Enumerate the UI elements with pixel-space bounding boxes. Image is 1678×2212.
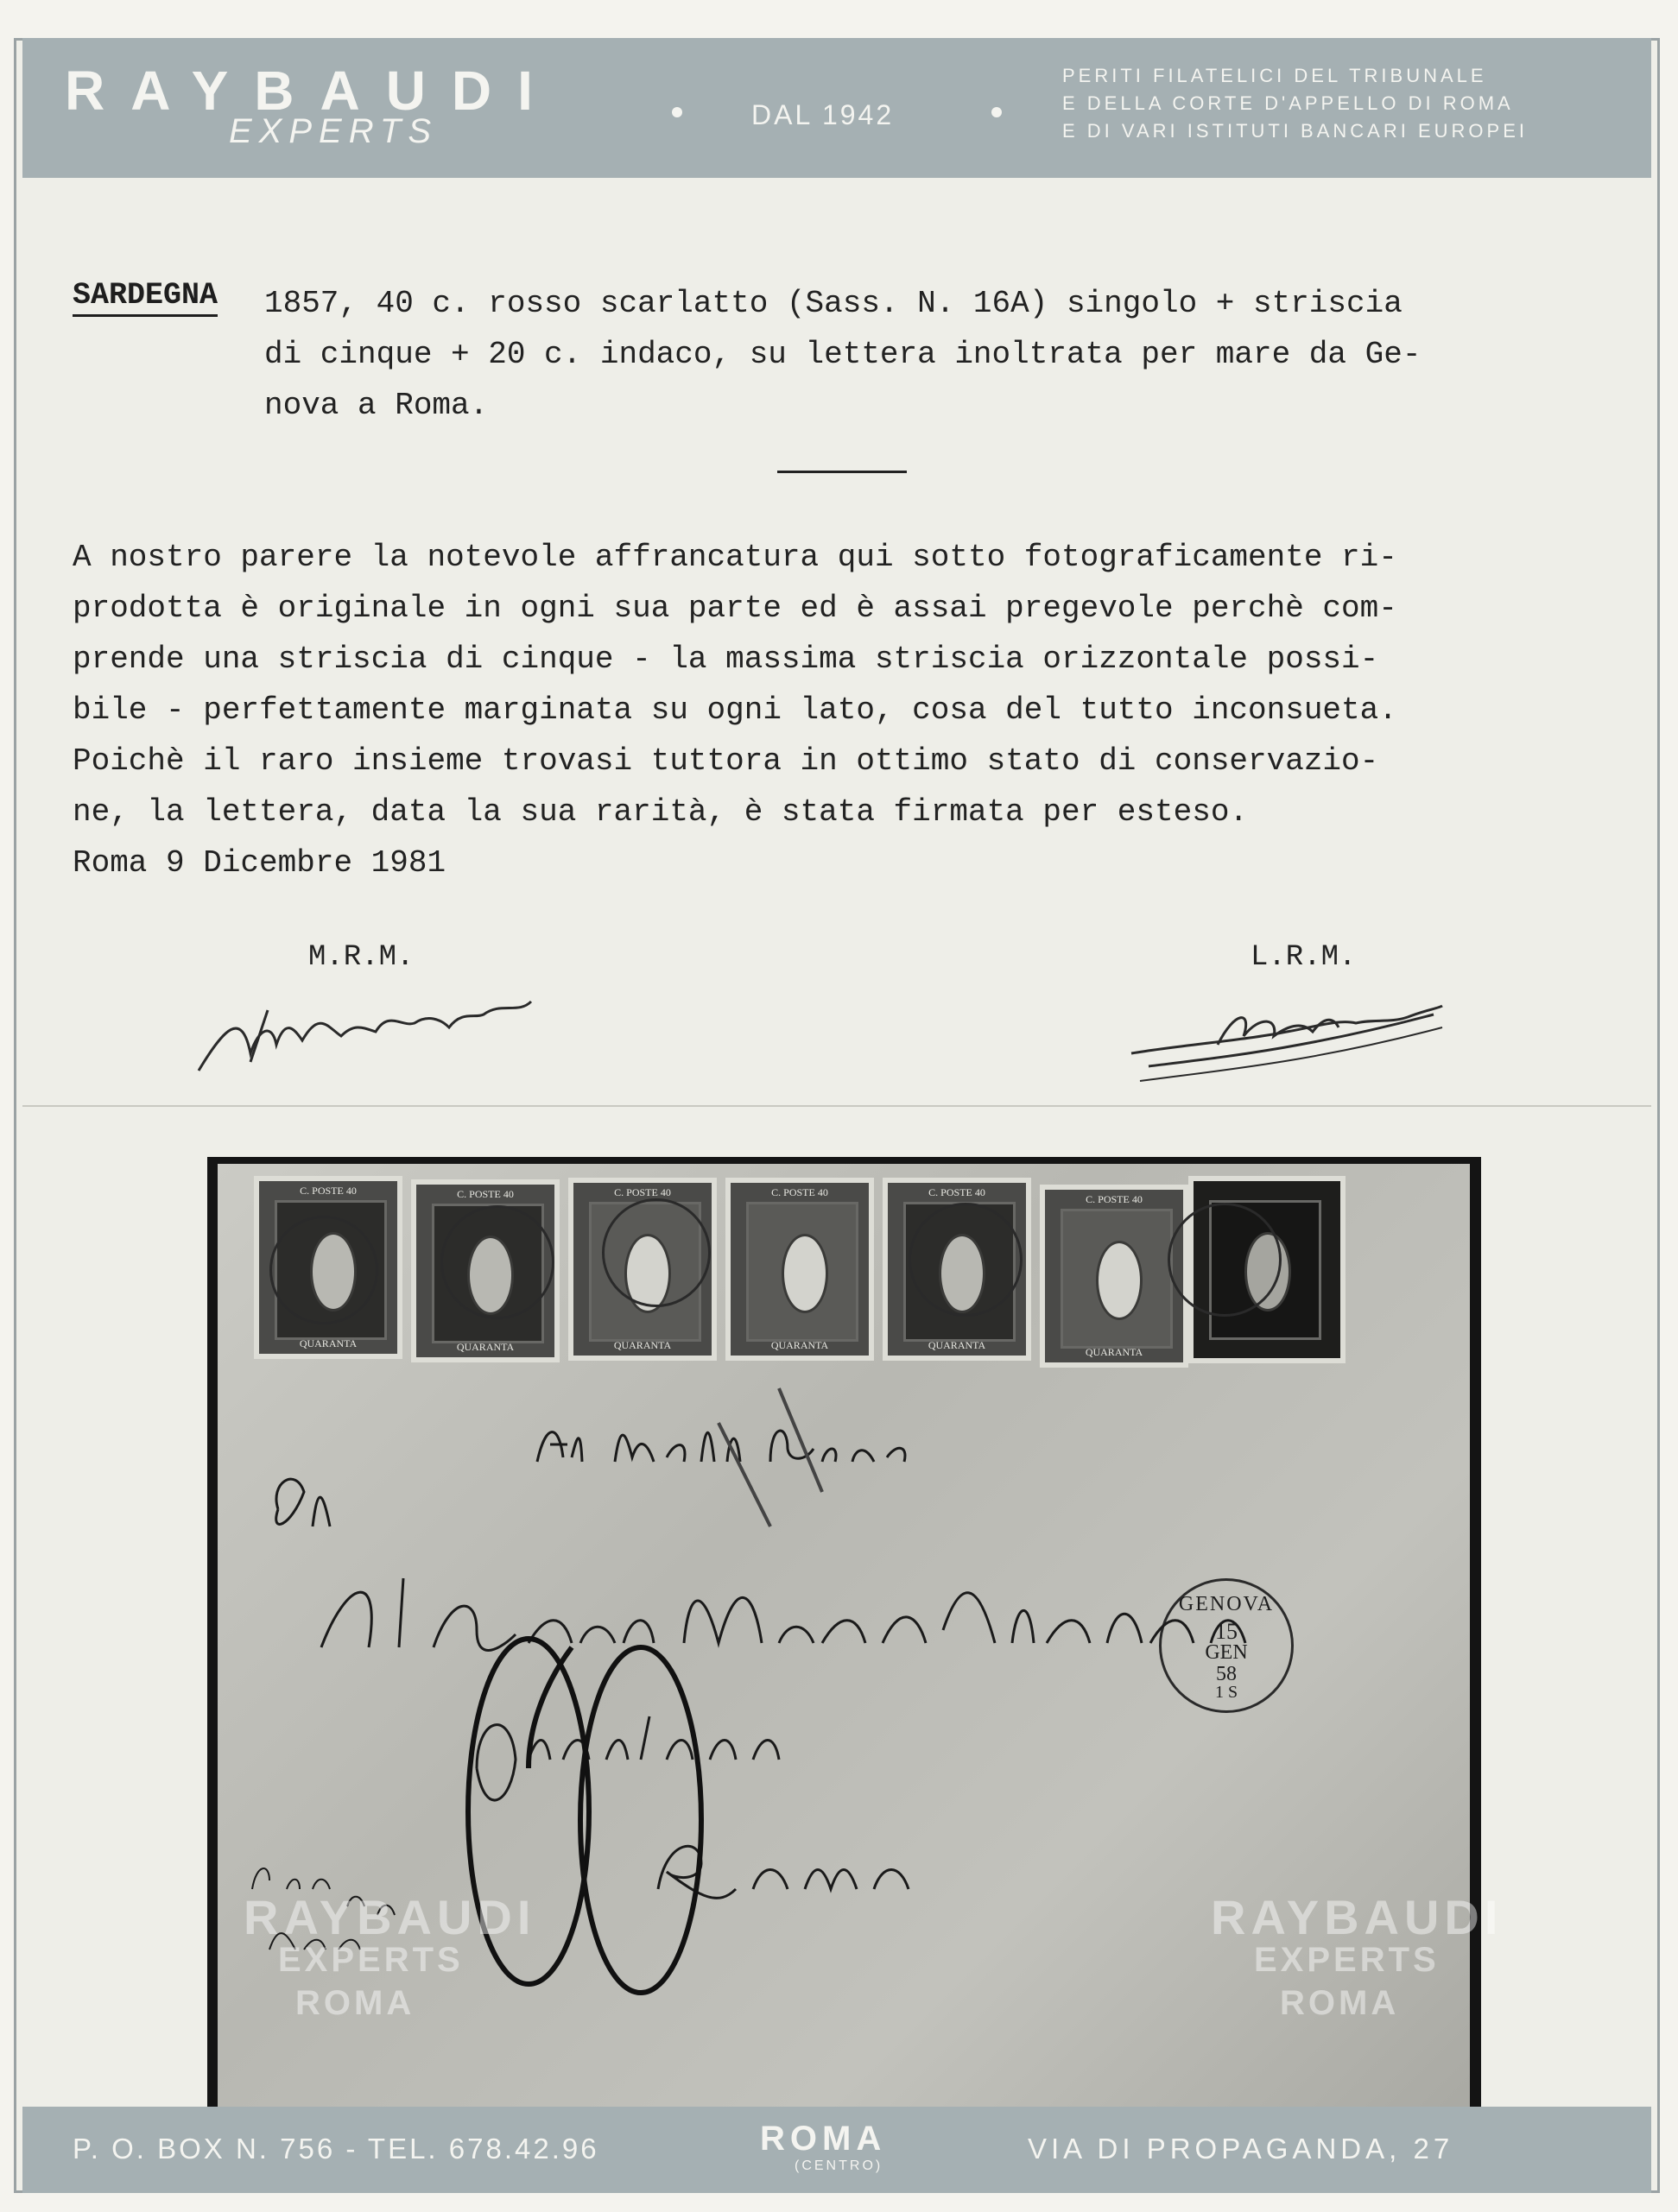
footer-city-sub: (CENTRO) xyxy=(795,2158,883,2173)
credentials xyxy=(1062,62,1528,145)
stamp-value-text: QUARANTA xyxy=(928,1339,986,1351)
bullet-dot xyxy=(672,107,682,117)
credential-line: E DI VARI ISTITUTI BANCARI EUROPEI xyxy=(1062,120,1528,142)
emboss-left-brand: RAYBAUDI xyxy=(244,1890,536,1944)
separator-rule xyxy=(777,471,907,473)
signature-right xyxy=(1114,984,1460,1097)
description-line: 1857, 40 c. rosso scarlatto (Sass. N. 16A) singolo + striscia xyxy=(264,286,1403,321)
emboss-right-sub: EXPERTS xyxy=(1254,1941,1440,1979)
opinion-line: Poichè il raro insieme trovasi tuttora in ottimo stato di conservazio- xyxy=(73,743,1379,779)
stamp-value-text: QUARANTA xyxy=(456,1341,515,1353)
credential-line: PERITI FILATELICI DEL TRIBUNALE xyxy=(1062,65,1487,86)
description-line: di cinque + 20 c. indaco, su lettera inoltrata per mare da Ge- xyxy=(264,337,1422,372)
postmark-day: 15 xyxy=(1215,1619,1238,1644)
cover-photograph xyxy=(207,1157,1504,2128)
footer-contact: P. O. BOX N. 756 - TEL. 678.42.96 xyxy=(73,2133,599,2165)
description-line: nova a Roma. xyxy=(264,388,489,423)
credential-line: E DELLA CORTE D'APPELLO DI ROMA xyxy=(1062,92,1514,114)
postmark-month: GEN xyxy=(1205,1641,1248,1664)
opinion-line: prende una striscia di cinque - la massima striscia orizzontale possi- xyxy=(73,641,1379,677)
stamp-value-text: C. POSTE 40 xyxy=(300,1185,357,1197)
signatory-left-label: M.R.M. xyxy=(308,941,415,974)
stamp-value-text: QUARANTA xyxy=(770,1339,829,1351)
description xyxy=(264,278,1612,431)
stamp-value-text: QUARANTA xyxy=(613,1339,672,1351)
emboss-left-sub: EXPERTS xyxy=(278,1941,464,1979)
subject-heading: SARDEGNA xyxy=(73,278,218,317)
stamp-value-text: C. POSTE 40 xyxy=(1086,1193,1143,1205)
footer-city: ROMA xyxy=(760,2120,887,2158)
opinion-line: prodotta è originale in ogni sua parte ed è assai pregevole perchè com- xyxy=(73,591,1397,626)
emboss-right-brand: RAYBAUDI xyxy=(1211,1890,1504,1944)
bullet-dot xyxy=(991,107,1002,117)
envelope xyxy=(218,1164,1504,2119)
date-line: Roma 9 Dicembre 1981 xyxy=(73,845,446,881)
stamp-value-text: C. POSTE 40 xyxy=(457,1188,514,1200)
stamp-value-text: QUARANTA xyxy=(299,1337,358,1349)
stamp-value-text: C. POSTE 40 xyxy=(771,1186,828,1198)
signatory-right-label: L.R.M. xyxy=(1251,941,1357,974)
fold-line xyxy=(22,1105,1651,1107)
brand-subtitle: EXPERTS xyxy=(229,112,438,150)
opinion-line: bile - perfettamente marginata su ogni lato, cosa del tutto inconsueta. xyxy=(73,692,1397,728)
stamp-value-text: C. POSTE 40 xyxy=(928,1186,985,1198)
opinion-line: A nostro parere la notevole affrancatura qui sotto fotograficamente ri- xyxy=(73,540,1397,575)
emboss-right-city: ROMA xyxy=(1280,1984,1400,2022)
signature-left xyxy=(190,976,553,1088)
footer-address: VIA DI PROPAGANDA, 27 xyxy=(1028,2133,1454,2165)
stamp-value-text: QUARANTA xyxy=(1085,1346,1143,1358)
postmark-city: GENOVA xyxy=(1178,1593,1275,1615)
since-label: DAL 1942 xyxy=(751,99,895,130)
postmark-year: 58 xyxy=(1216,1663,1237,1685)
emboss-left-city: ROMA xyxy=(295,1984,415,2022)
postmark-hour: 1 S xyxy=(1214,1683,1238,1702)
brand-name: RAYBAUDI xyxy=(65,60,559,122)
opinion-text xyxy=(73,532,1627,888)
stamp-value-text: C. POSTE 40 xyxy=(614,1186,671,1198)
opinion-line: ne, la lettera, data la sua rarità, è stata firmata per esteso. xyxy=(73,794,1249,830)
